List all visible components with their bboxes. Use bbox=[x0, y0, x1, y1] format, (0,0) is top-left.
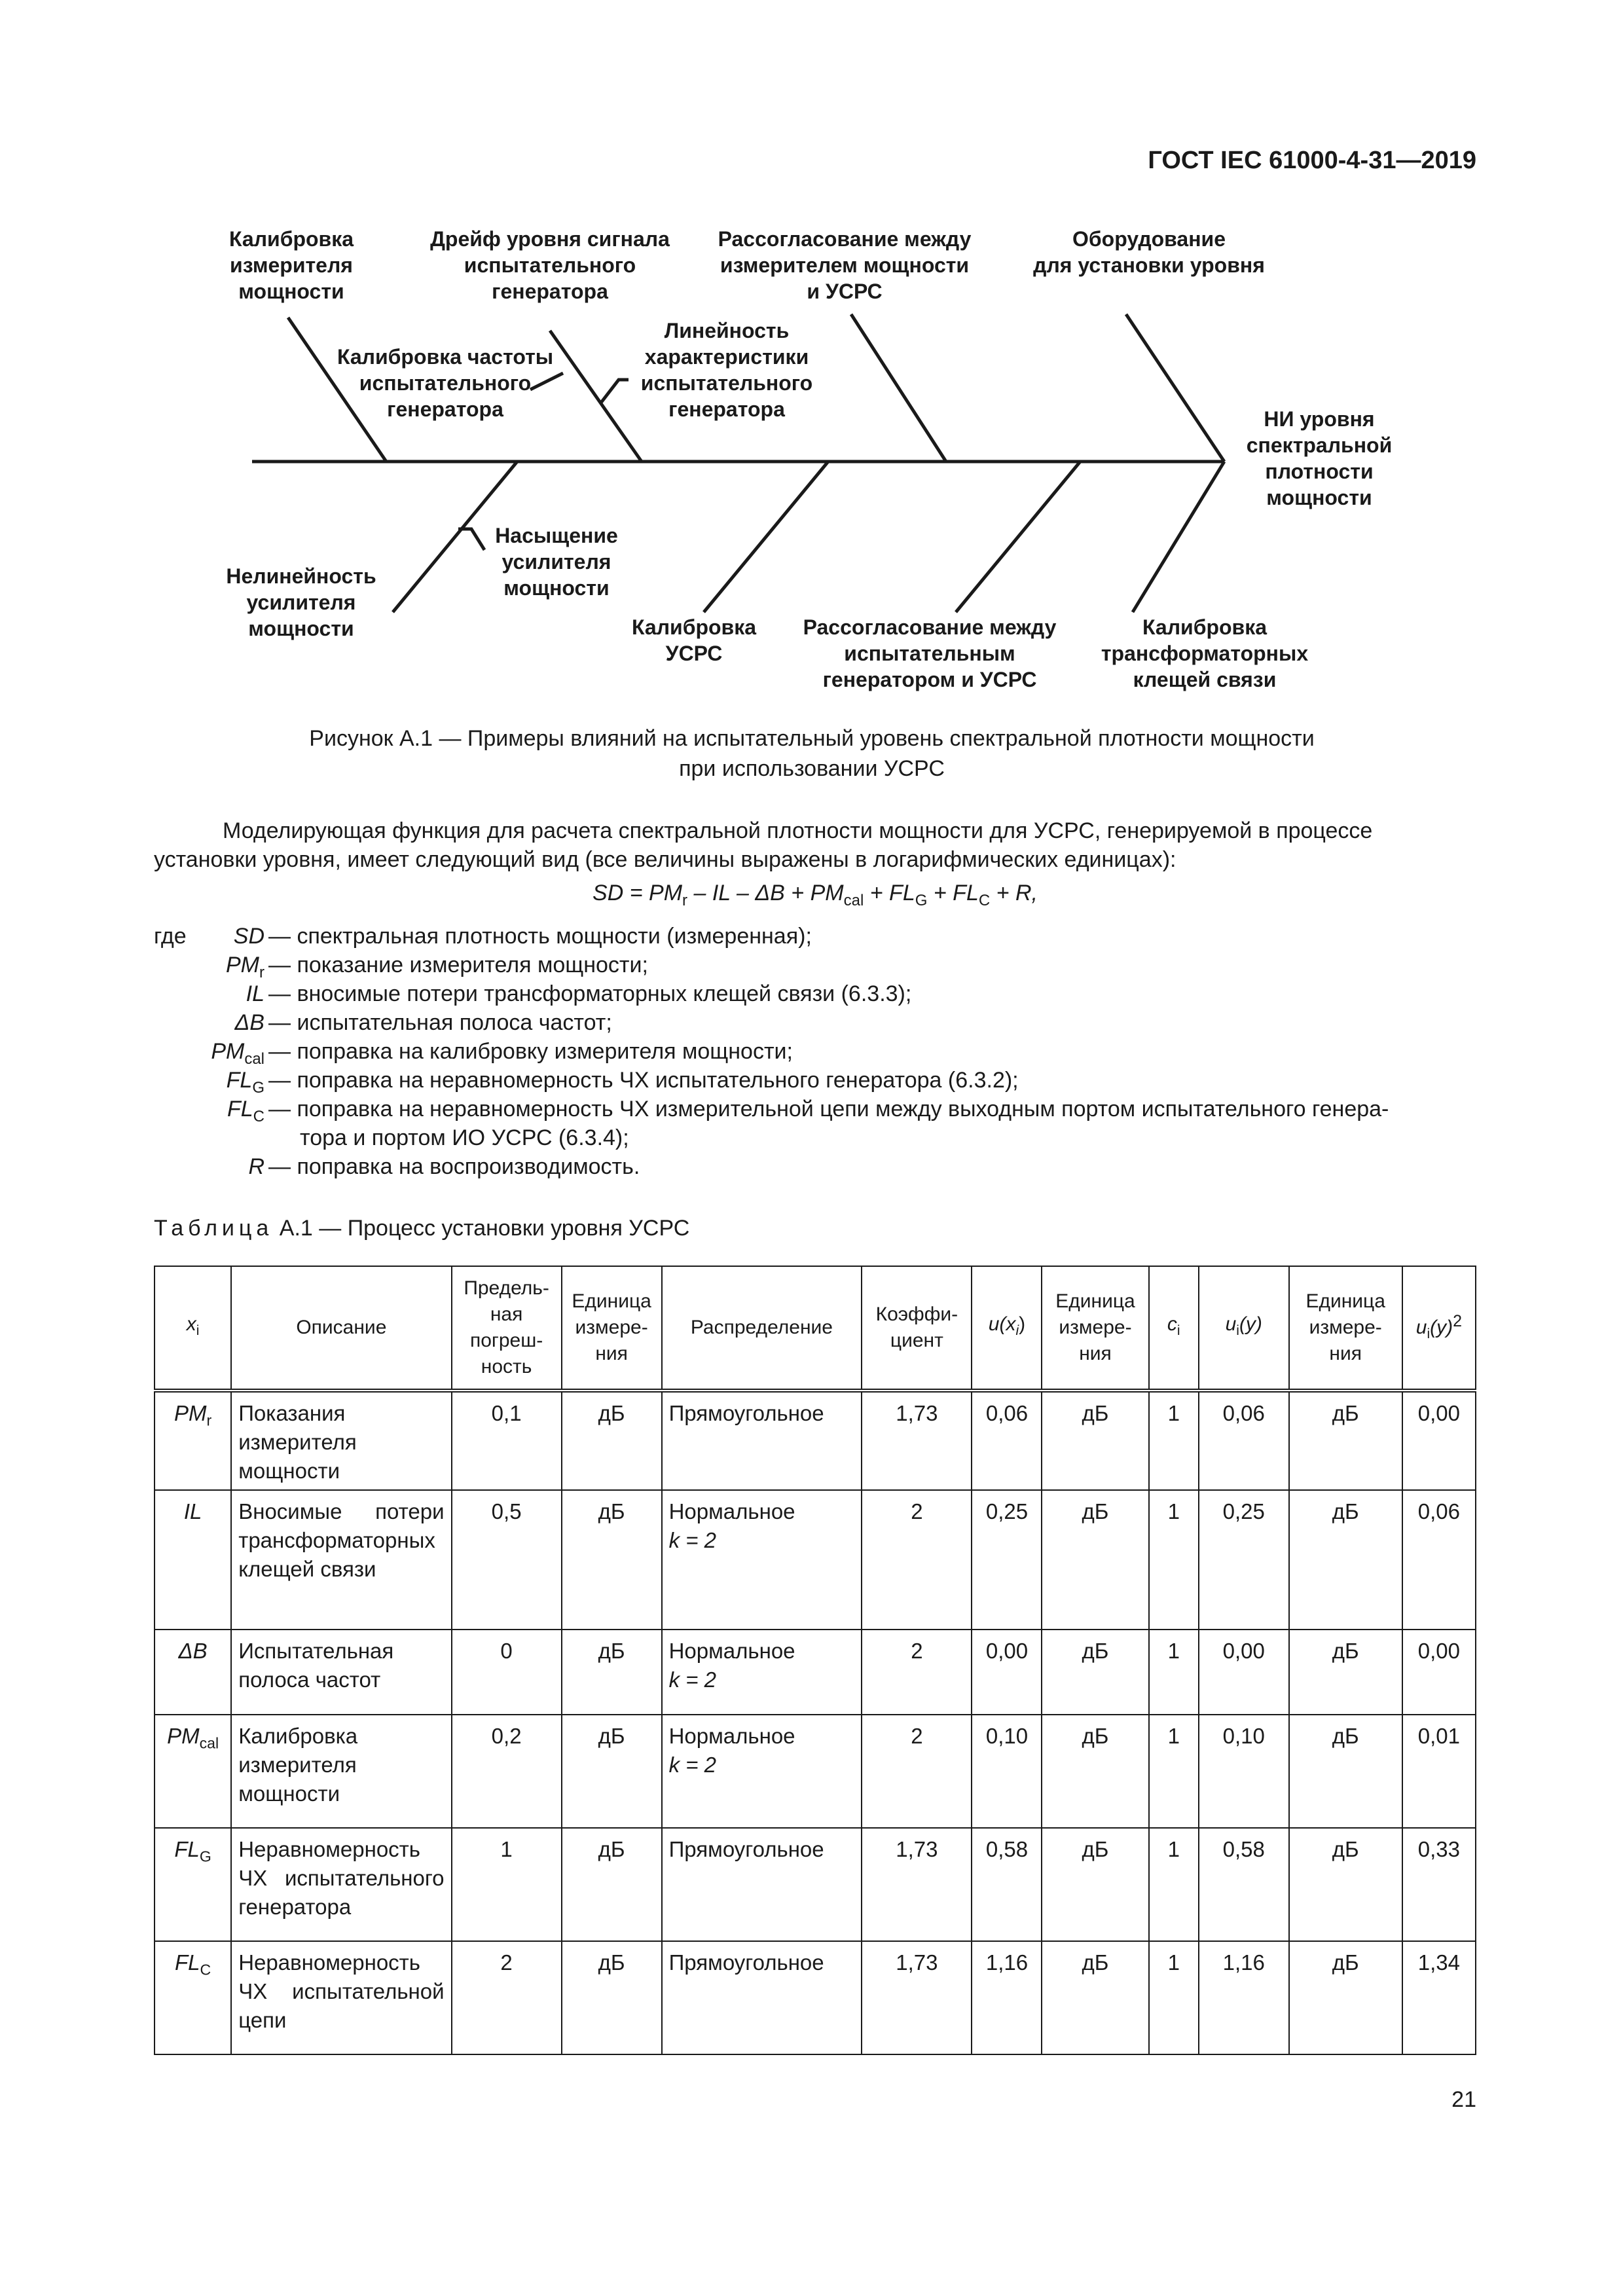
definition-text: — поправка на неравномерность ЧХ испытательного генератора (6.3.2); bbox=[268, 1068, 1019, 1093]
definition-symbol: $PM_r$ bbox=[226, 953, 264, 981]
cell-ci: 1 bbox=[1149, 1391, 1199, 1490]
cell-distribution: Прямоугольное bbox=[662, 1391, 862, 1490]
cell-distribution: Прямоугольное bbox=[662, 1828, 862, 1941]
header-description: Описание bbox=[231, 1266, 451, 1391]
cell-coefficient: 1,73 bbox=[862, 1391, 972, 1490]
cell-coefficient: 2 bbox=[862, 1630, 972, 1715]
bone-bottom-3 bbox=[956, 462, 1080, 612]
cell-coefficient: 2 bbox=[862, 1490, 972, 1630]
cell-limit: 0 bbox=[452, 1630, 562, 1715]
cell-limit: 0,1 bbox=[452, 1391, 562, 1490]
bone-top-3 bbox=[851, 314, 946, 462]
cell-uy: 0,58 bbox=[1199, 1828, 1289, 1941]
cell-ci: 1 bbox=[1149, 1490, 1199, 1630]
header-ci: $c_i$ bbox=[1149, 1266, 1199, 1391]
cause-top-1: Калибровка измерителя мощности bbox=[228, 227, 354, 303]
cell-unit: дБ bbox=[1289, 1941, 1402, 2054]
cell-coefficient: 2 bbox=[862, 1715, 972, 1828]
header-xi: $x_i$ bbox=[155, 1266, 231, 1391]
cell-description: Вносимые потери трансформаторных клещей связи bbox=[231, 1490, 451, 1630]
cell-unit: дБ bbox=[562, 1828, 662, 1941]
cell-limit: 2 bbox=[452, 1941, 562, 2054]
cell-u: 0,06 bbox=[972, 1391, 1042, 1490]
cell-symbol: ΔB bbox=[155, 1630, 231, 1715]
cell-unit: дБ bbox=[1042, 1490, 1148, 1630]
table-row bbox=[155, 1828, 1476, 1941]
cell-ci: 1 bbox=[1149, 1941, 1199, 2054]
cell-unit: дБ bbox=[1042, 1828, 1148, 1941]
cell-limit: 0,2 bbox=[452, 1715, 562, 1828]
cell-description: Испытательная полоса частот bbox=[231, 1630, 451, 1715]
where-word: где bbox=[154, 924, 187, 949]
cell-coefficient: 1,73 bbox=[862, 1941, 972, 2054]
subcause-top-1: Калибровка частоты испытательного генератора bbox=[337, 345, 554, 421]
cell-ci: 1 bbox=[1149, 1715, 1199, 1828]
definition-row bbox=[0, 1008, 1623, 1037]
table-row bbox=[155, 1630, 1476, 1715]
cell-unit: дБ bbox=[562, 1630, 662, 1715]
cause-bottom-4: Калибровка трансформаторных клещей связи bbox=[1101, 615, 1309, 691]
cause-top-3: Рассогласование между измерителем мощности и УСРС bbox=[718, 227, 972, 303]
bone-bottom-2 bbox=[704, 462, 828, 612]
cell-uy2: 0,33 bbox=[1402, 1828, 1476, 1941]
cell-unit: дБ bbox=[1289, 1630, 1402, 1715]
table-row bbox=[155, 1715, 1476, 1828]
cell-unit: дБ bbox=[1289, 1828, 1402, 1941]
effect-label: НИ уровня спектральной плотности мощности bbox=[1246, 407, 1393, 509]
definitions-list bbox=[0, 922, 1623, 1181]
cell-u: 0,10 bbox=[972, 1715, 1042, 1828]
page-number: 21 bbox=[1451, 2087, 1476, 2112]
cell-uy2: 0,00 bbox=[1402, 1391, 1476, 1490]
definition-text: — испытательная полоса частот; bbox=[268, 1010, 612, 1035]
cause-top-4: Оборудование для установки уровня bbox=[1033, 227, 1265, 277]
cell-unit: дБ bbox=[562, 1490, 662, 1630]
cell-u: 0,00 bbox=[972, 1630, 1042, 1715]
definition-symbol: SD bbox=[233, 924, 264, 949]
definition-row bbox=[0, 1037, 1623, 1066]
cell-symbol: IL bbox=[155, 1490, 231, 1630]
header-ui-y: $u_i(y)$ bbox=[1199, 1266, 1289, 1391]
header-ui-y2: $u_i(y)^2$ bbox=[1402, 1266, 1476, 1391]
definition-text: — поправка на воспроизводимость. bbox=[268, 1154, 640, 1179]
body-paragraph: Моделирующая функция для расчета спектральной плотности мощности для УСРС, генерируемой в процессе установки уровня, имеет следующий вид (все величины выражены в логарифмических единицах): bbox=[154, 818, 1373, 872]
subcause-top-2: Линейность характеристики испытательного генератора bbox=[640, 319, 813, 421]
uncertainty-table bbox=[154, 1266, 1476, 2055]
definition-text: — показание измерителя мощности; bbox=[268, 953, 648, 977]
definition-row bbox=[0, 1066, 1623, 1095]
cell-description: Калибровка измерителя мощности bbox=[231, 1715, 451, 1828]
cell-uy: 0,06 bbox=[1199, 1391, 1289, 1490]
cell-ci: 1 bbox=[1149, 1630, 1199, 1715]
cause-bottom-3: Рассогласование между испытательным генератором и УСРС bbox=[803, 615, 1057, 691]
definition-text: — вносимые потери трансформаторных клещей связи (6.3.3); bbox=[268, 981, 912, 1006]
cell-unit: дБ bbox=[1042, 1941, 1148, 2054]
cause-top-2: Дрейф уровня сигнала испытательного генератора bbox=[430, 227, 670, 303]
cell-description: Показания измерителя мощности bbox=[231, 1391, 451, 1490]
cell-uy2: 0,00 bbox=[1402, 1630, 1476, 1715]
header-unit-1: Единица измере-ния bbox=[562, 1266, 662, 1391]
cell-distribution: Нормальное k = 2 bbox=[662, 1715, 862, 1828]
cause-bottom-2: Калибровка УСРС bbox=[631, 615, 757, 665]
definition-row bbox=[0, 1152, 1623, 1181]
cell-uy: 0,10 bbox=[1199, 1715, 1289, 1828]
cell-u: 0,58 bbox=[972, 1828, 1042, 1941]
definition-row bbox=[0, 922, 1623, 951]
cell-unit: дБ bbox=[562, 1391, 662, 1490]
definition-text: — поправка на калибровку измерителя мощности; bbox=[268, 1039, 793, 1064]
cell-unit: дБ bbox=[1042, 1630, 1148, 1715]
figure-caption: Рисунок А.1 — Примеры влияний на испытательный уровень спектральной плотности мощности при использовании УСРС bbox=[309, 726, 1315, 781]
definition-symbol: $PM_{cal}$ bbox=[211, 1039, 264, 1068]
subcause-bottom-1: Насыщение усилителя мощности bbox=[495, 524, 618, 600]
cell-uy2: 1,34 bbox=[1402, 1941, 1476, 2054]
header-u-xi: $u(x_i)$ bbox=[972, 1266, 1042, 1391]
header-coefficient: Коэффи-циент bbox=[862, 1266, 972, 1391]
header-unit-3: Единица измере-ния bbox=[1289, 1266, 1402, 1391]
cell-uy2: 0,01 bbox=[1402, 1715, 1476, 1828]
definition-symbol: $FL_G$ bbox=[226, 1068, 264, 1097]
cell-distribution: Прямоугольное bbox=[662, 1941, 862, 2054]
cell-ci: 1 bbox=[1149, 1828, 1199, 1941]
cell-u: 1,16 bbox=[972, 1941, 1042, 2054]
definition-symbol: IL bbox=[246, 981, 264, 1006]
cell-coefficient: 1,73 bbox=[862, 1828, 972, 1941]
cell-symbol: $FL_C$ bbox=[155, 1941, 231, 2054]
definition-row bbox=[0, 1095, 1623, 1152]
bone-bottom-4 bbox=[1133, 462, 1224, 612]
header-unit-2: Единица измере-ния bbox=[1042, 1266, 1148, 1391]
model-formula: SD = $PM_r$ – IL – $\Delta B + PM_{cal} + FL_G + FL_C + R$, bbox=[593, 881, 1038, 909]
cell-distribution: Нормальное k = 2 bbox=[662, 1630, 862, 1715]
bone-top-4 bbox=[1126, 314, 1224, 462]
cell-unit: дБ bbox=[1042, 1715, 1148, 1828]
table-row bbox=[155, 1391, 1476, 1490]
definition-row bbox=[0, 979, 1623, 1008]
header-distribution: Распределение bbox=[662, 1266, 862, 1391]
cell-description: Неравномерность ЧХ испытательной цепи bbox=[231, 1941, 451, 2054]
cell-uy: 0,25 bbox=[1199, 1490, 1289, 1630]
definition-symbol: ΔB bbox=[234, 1010, 264, 1035]
cell-symbol: $FL_G$ bbox=[155, 1828, 231, 1941]
cell-uy: 0,00 bbox=[1199, 1630, 1289, 1715]
cell-limit: 1 bbox=[452, 1828, 562, 1941]
definition-text: — спектральная плотность мощности (измеренная); bbox=[268, 924, 812, 949]
table-caption: Таблица А.1 — Процесс установки уровня УСРС bbox=[154, 1216, 690, 1241]
definition-text: — поправка на неравномерность ЧХ измерительной цепи между выходным портом испытательного генера- тора и портом ИО УСРС (6.3.4); bbox=[268, 1097, 1389, 1150]
cell-u: 0,25 bbox=[972, 1490, 1042, 1630]
cell-unit: дБ bbox=[1042, 1391, 1148, 1490]
cell-symbol: $PM_{cal}$ bbox=[155, 1715, 231, 1828]
cell-unit: дБ bbox=[1289, 1490, 1402, 1630]
cell-unit: дБ bbox=[1289, 1715, 1402, 1828]
cell-distribution: Нормальное k = 2 bbox=[662, 1490, 862, 1630]
definition-symbol: R bbox=[248, 1154, 264, 1179]
cell-symbol: $PM_r$ bbox=[155, 1391, 231, 1490]
header-limit: Предель-ная погреш-ность bbox=[452, 1266, 562, 1391]
document-id-header: ГОСТ IEC 61000-4-31—2019 bbox=[1148, 147, 1476, 174]
definition-symbol: $FL_C$ bbox=[227, 1097, 264, 1125]
cell-unit: дБ bbox=[562, 1941, 662, 2054]
table-row bbox=[155, 1941, 1476, 2054]
cell-unit: дБ bbox=[562, 1715, 662, 1828]
cell-unit: дБ bbox=[1289, 1391, 1402, 1490]
cause-bottom-1: Нелинейность усилителя мощности bbox=[226, 564, 376, 640]
cell-description: Неравномерность ЧХ испытательного генератора bbox=[231, 1828, 451, 1941]
cell-uy: 1,16 bbox=[1199, 1941, 1289, 2054]
cell-uy2: 0,06 bbox=[1402, 1490, 1476, 1630]
table-row bbox=[155, 1490, 1476, 1630]
definition-row bbox=[0, 951, 1623, 979]
cell-limit: 0,5 bbox=[452, 1490, 562, 1630]
table-header-row bbox=[155, 1266, 1476, 1391]
